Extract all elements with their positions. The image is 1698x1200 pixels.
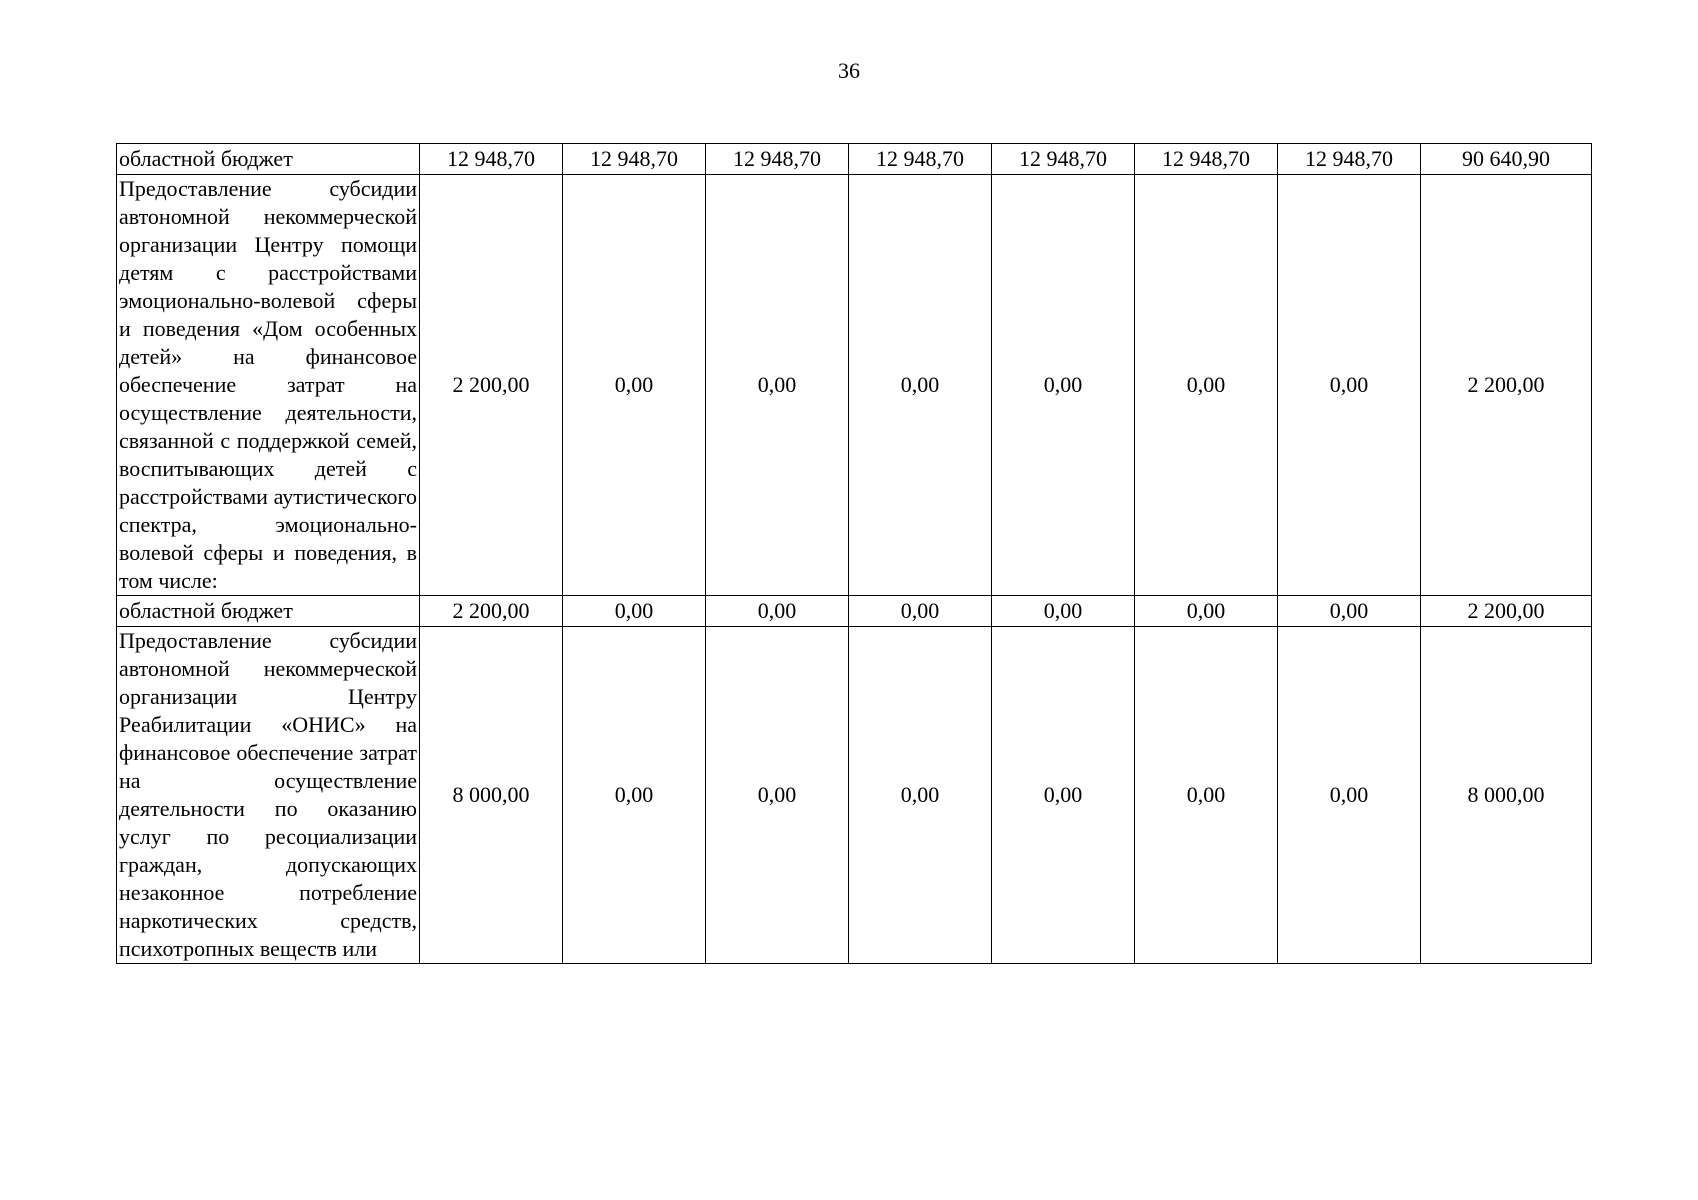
- table-cell: 2 200,00: [420, 596, 563, 627]
- table-cell-total: 8 000,00: [1421, 627, 1592, 964]
- page-number: 36: [838, 58, 860, 83]
- table-cell: 0,00: [992, 175, 1135, 596]
- table-row: [117, 596, 1592, 627]
- table-cell: 0,00: [849, 627, 992, 964]
- table-row: [117, 175, 1592, 596]
- table-cell-total: 90 640,90: [1421, 144, 1592, 175]
- table-cell: 0,00: [992, 596, 1135, 627]
- table-cell: 0,00: [1135, 627, 1278, 964]
- table-cell: 12 948,70: [706, 144, 849, 175]
- table-cell: 0,00: [563, 596, 706, 627]
- table-cell-total: 2 200,00: [1421, 175, 1592, 596]
- table-cell: 0,00: [849, 175, 992, 596]
- table-cell: 0,00: [849, 596, 992, 627]
- table-cell: 0,00: [1278, 596, 1421, 627]
- row-label: Предоставление субсидии автономной некоммерческой организации Центру Реабилитации «ОНИС» на финансовое обеспечение затрат на осуществление деятельности по оказанию услуг по ресоциализации граждан, допускающих незаконное потребление наркотических средств, психотропных веществ или: [117, 627, 420, 964]
- table-row: [117, 627, 1592, 964]
- table-cell: 12 948,70: [849, 144, 992, 175]
- table-cell: 0,00: [992, 627, 1135, 964]
- table-row: [117, 144, 1592, 175]
- table-cell: 0,00: [1135, 596, 1278, 627]
- table-cell: 0,00: [1278, 627, 1421, 964]
- table-cell: 12 948,70: [1278, 144, 1421, 175]
- row-label: Предоставление субсидии автономной некоммерческой организации Центру помощи детям с расстройствами эмоционально-волевой сферы и поведения «Дом особенных детей» на финансовое обеспечение затрат на осуществление деятельности, связанной с поддержкой семей, воспитывающих детей с расстройствами аутистического спектра, эмоционально-волевой сферы и поведения, в том числе:: [117, 175, 420, 596]
- budget-table: [116, 143, 1592, 964]
- row-label: областной бюджет: [117, 144, 420, 175]
- table-cell: 0,00: [706, 175, 849, 596]
- table-cell: 12 948,70: [1135, 144, 1278, 175]
- table-cell-total: 2 200,00: [1421, 596, 1592, 627]
- table-cell: 0,00: [563, 175, 706, 596]
- table-cell: 8 000,00: [420, 627, 563, 964]
- table-cell: 12 948,70: [992, 144, 1135, 175]
- table-cell: 0,00: [1135, 175, 1278, 596]
- table-cell: 0,00: [1278, 175, 1421, 596]
- table-cell: 12 948,70: [563, 144, 706, 175]
- table-cell: 0,00: [563, 627, 706, 964]
- table-cell: 12 948,70: [420, 144, 563, 175]
- table-cell: 0,00: [706, 627, 849, 964]
- row-label: областной бюджет: [117, 596, 420, 627]
- table-cell: 2 200,00: [420, 175, 563, 596]
- table-cell: 0,00: [706, 596, 849, 627]
